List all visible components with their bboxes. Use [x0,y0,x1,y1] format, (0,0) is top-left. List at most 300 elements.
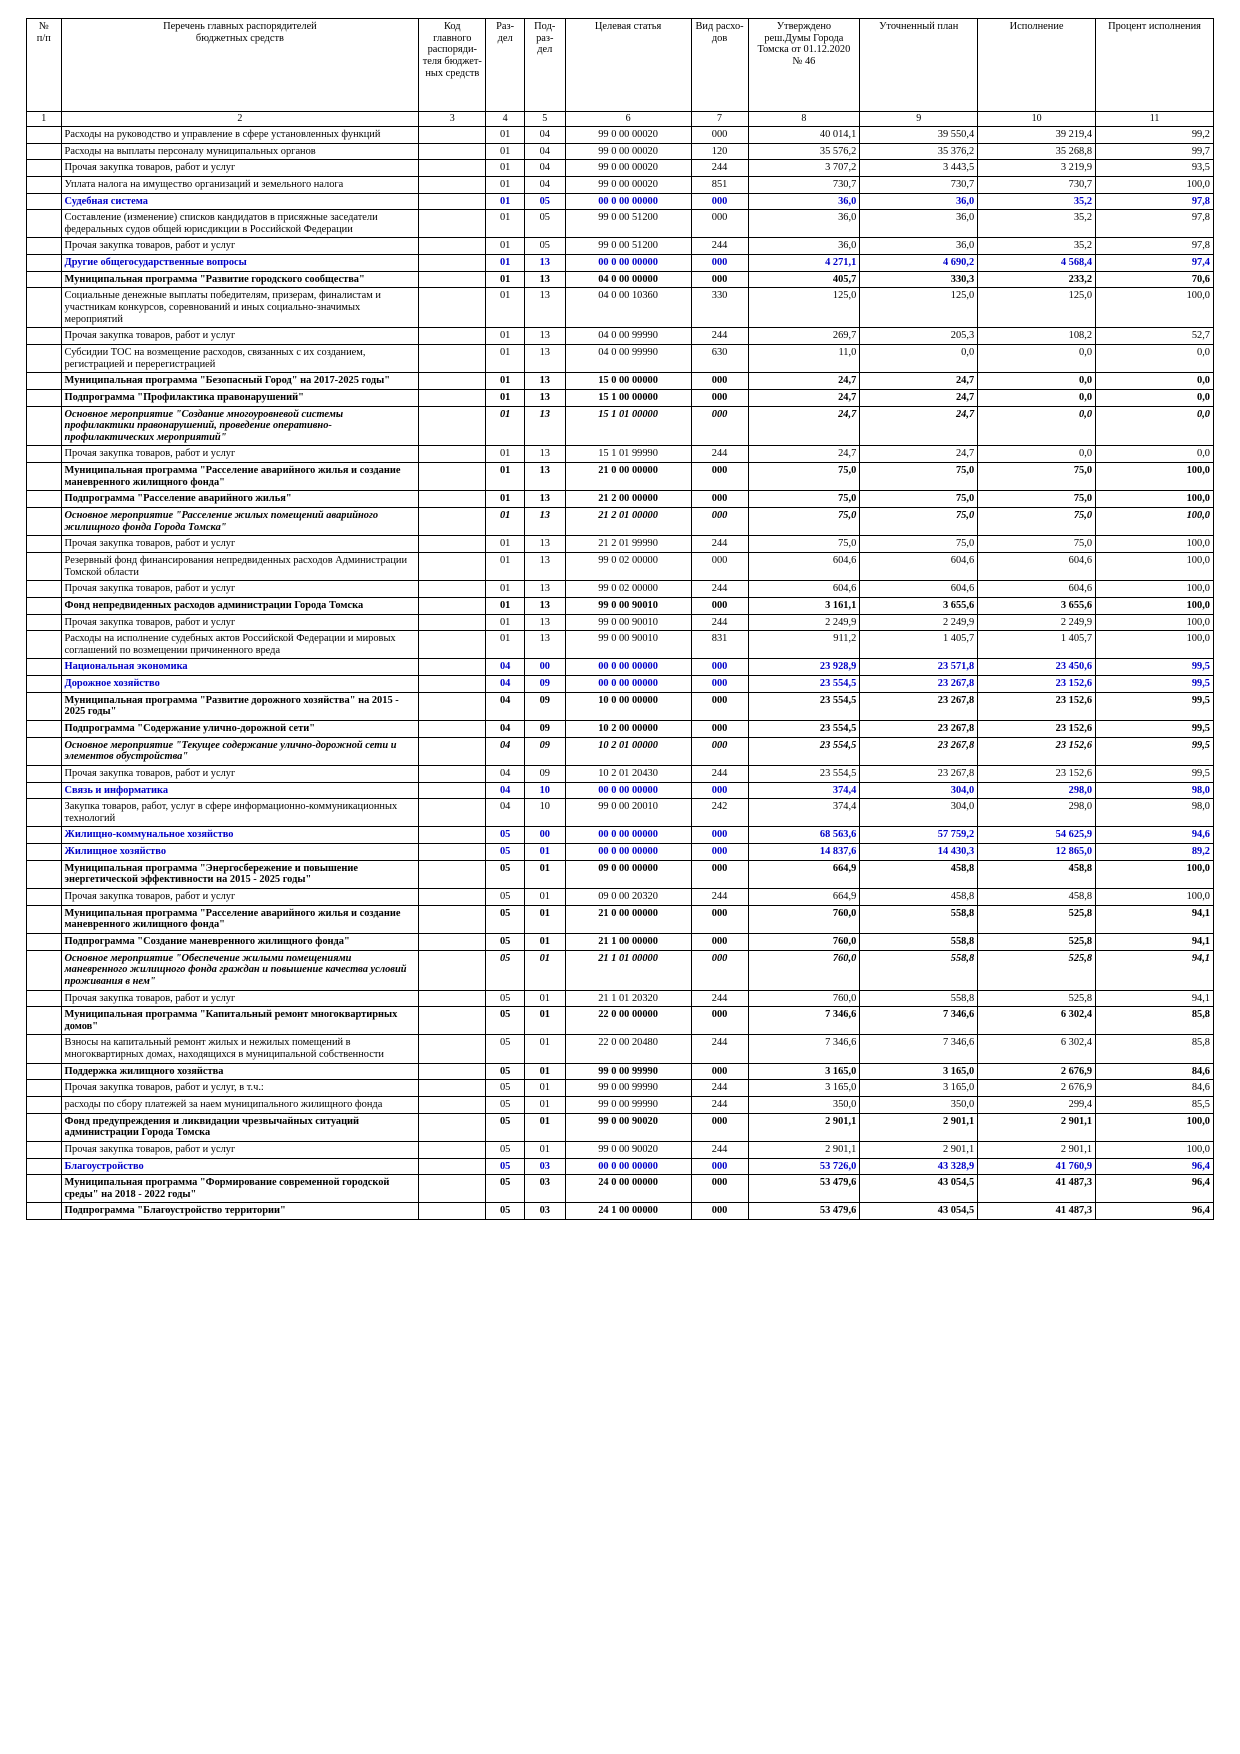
row-utochnennyi-plan: 75,0 [860,463,978,491]
header-razdel-line2: дел [497,32,513,44]
row-name: Уплата налога на имущество организаций и земельного налога [61,176,419,193]
row-razdel: 05 [486,1175,525,1203]
row-podrazdel: 13 [524,328,565,345]
row-name: Расходы на руководство и управление в сфере установленных функций [61,127,419,144]
row-celevaya-statya: 99 0 00 51200 [565,238,691,255]
row-code [419,1113,486,1141]
row-procent: 52,7 [1096,328,1214,345]
row-razdel: 01 [486,597,525,614]
row-code [419,491,486,508]
row-utochnennyi-plan: 57 759,2 [860,827,978,844]
row-name: Муниципальная программа "Безопасный Город" на 2017-2025 годы" [61,373,419,390]
row-ispolnenie: 125,0 [978,288,1096,328]
row-ispolnenie: 41 760,9 [978,1158,1096,1175]
row-celevaya-statya: 21 1 00 00000 [565,933,691,950]
table-row [27,950,1214,990]
row-celevaya-statya: 21 2 00 00000 [565,491,691,508]
row-vid-rashodov: 000 [691,844,748,861]
row-number [27,536,62,553]
row-razdel: 04 [486,737,525,765]
table-row [27,127,1214,144]
row-number [27,581,62,598]
row-code [419,614,486,631]
row-code [419,389,486,406]
row-code [419,288,486,328]
row-procent: 97,8 [1096,210,1214,238]
row-vid-rashodov: 000 [691,950,748,990]
row-ispolnenie: 35 268,8 [978,143,1096,160]
row-vid-rashodov: 244 [691,1080,748,1097]
row-number [27,176,62,193]
row-procent: 85,8 [1096,1007,1214,1035]
row-razdel: 01 [486,176,525,193]
row-utochnennyi-plan: 604,6 [860,581,978,598]
row-code [419,676,486,693]
row-celevaya-statya: 21 2 01 00000 [565,508,691,536]
table-row [27,389,1214,406]
row-celevaya-statya: 10 2 01 20430 [565,765,691,782]
row-vid-rashodov: 000 [691,1007,748,1035]
row-ispolnenie: 2 901,1 [978,1141,1096,1158]
row-vid-rashodov: 851 [691,176,748,193]
row-code [419,905,486,933]
row-podrazdel: 13 [524,344,565,372]
row-code [419,446,486,463]
row-podrazdel: 01 [524,905,565,933]
row-utverzhdeno: 664,9 [748,860,860,888]
row-podrazdel: 01 [524,1063,565,1080]
row-name: Социальные денежные выплаты победителям, призерам, финалистам и участникам конкурсов, соревнований и иных социально-значимых мероприятий [61,288,419,328]
row-procent: 100,0 [1096,597,1214,614]
row-podrazdel: 01 [524,950,565,990]
row-procent: 89,2 [1096,844,1214,861]
row-utochnennyi-plan: 24,7 [860,389,978,406]
row-code [419,799,486,827]
row-vid-rashodov: 000 [691,933,748,950]
row-ispolnenie: 75,0 [978,463,1096,491]
row-name: Поддержка жилищного хозяйства [61,1063,419,1080]
row-number [27,238,62,255]
table-row [27,1158,1214,1175]
row-name: Фонд непредвиденных расходов администрации Города Томска [61,597,419,614]
row-utverzhdeno: 40 014,1 [748,127,860,144]
row-podrazdel: 05 [524,238,565,255]
row-vid-rashodov: 000 [691,389,748,406]
row-number [27,692,62,720]
row-ispolnenie: 39 219,4 [978,127,1096,144]
row-utverzhdeno: 68 563,6 [748,827,860,844]
row-name: Основное мероприятие "Текущее содержание улично-дорожной сети и элементов обустройства" [61,737,419,765]
row-utochnennyi-plan: 125,0 [860,288,978,328]
row-name: Прочая закупка товаров, работ и услуг [61,328,419,345]
row-razdel: 01 [486,536,525,553]
row-razdel: 01 [486,446,525,463]
row-ispolnenie: 2 901,1 [978,1113,1096,1141]
row-celevaya-statya: 00 0 00 00000 [565,827,691,844]
row-code [419,536,486,553]
row-celevaya-statya: 00 0 00 00000 [565,659,691,676]
row-code [419,990,486,1007]
row-podrazdel: 01 [524,1097,565,1114]
row-ispolnenie: 23 152,6 [978,737,1096,765]
row-utverzhdeno: 36,0 [748,193,860,210]
row-razdel: 01 [486,463,525,491]
row-utverzhdeno: 3 165,0 [748,1080,860,1097]
row-procent: 85,5 [1096,1097,1214,1114]
row-ispolnenie: 0,0 [978,446,1096,463]
row-podrazdel: 13 [524,406,565,446]
row-ispolnenie: 23 152,6 [978,765,1096,782]
row-utochnennyi-plan: 23 267,8 [860,720,978,737]
row-vid-rashodov: 244 [691,536,748,553]
table-row [27,508,1214,536]
row-vid-rashodov: 000 [691,692,748,720]
row-number [27,1063,62,1080]
budget-table [26,18,1214,1220]
row-code [419,889,486,906]
row-code [419,176,486,193]
row-utverzhdeno: 405,7 [748,271,860,288]
row-podrazdel: 09 [524,692,565,720]
row-razdel: 05 [486,905,525,933]
row-name: Дорожное хозяйство [61,676,419,693]
row-utverzhdeno: 24,7 [748,406,860,446]
row-utochnennyi-plan: 3 443,5 [860,160,978,177]
row-code [419,328,486,345]
table-row [27,1203,1214,1220]
row-code [419,844,486,861]
row-razdel: 05 [486,889,525,906]
row-utochnennyi-plan: 3 655,6 [860,597,978,614]
row-celevaya-statya: 04 0 00 00000 [565,271,691,288]
row-ispolnenie: 1 405,7 [978,631,1096,659]
row-razdel: 01 [486,143,525,160]
row-procent: 100,0 [1096,463,1214,491]
row-utverzhdeno: 730,7 [748,176,860,193]
header-number-row [27,112,1214,127]
row-number [27,1113,62,1141]
row-name: Расходы на исполнение судебных актов Российской Федерации и мировых соглашений по возмещении причиненного вреда [61,631,419,659]
row-vid-rashodov: 244 [691,328,748,345]
row-razdel: 01 [486,614,525,631]
row-ispolnenie: 3 655,6 [978,597,1096,614]
header-utverzhdeno [748,19,860,112]
row-celevaya-statya: 00 0 00 00000 [565,676,691,693]
row-procent: 96,4 [1096,1175,1214,1203]
row-razdel: 05 [486,827,525,844]
row-utverzhdeno: 35 576,2 [748,143,860,160]
row-ispolnenie: 2 676,9 [978,1063,1096,1080]
table-row [27,990,1214,1007]
row-procent: 99,5 [1096,765,1214,782]
row-vid-rashodov: 000 [691,193,748,210]
row-celevaya-statya: 99 0 00 20010 [565,799,691,827]
row-utochnennyi-plan: 458,8 [860,860,978,888]
row-razdel: 01 [486,631,525,659]
row-vid-rashodov: 244 [691,765,748,782]
row-vid-rashodov: 244 [691,614,748,631]
header-code-line3: распоряди- [427,44,478,56]
row-name: Основное мероприятие "Создание многоуровневой системы профилактики правонарушений, проведение оперативно-профилактических мероприятий" [61,406,419,446]
table-row [27,271,1214,288]
row-utverzhdeno: 3 707,2 [748,160,860,177]
row-name: Подпрограмма "Расселение аварийного жилья" [61,491,419,508]
row-vid-rashodov: 000 [691,720,748,737]
row-ispolnenie: 54 625,9 [978,827,1096,844]
row-number [27,389,62,406]
table-row [27,1035,1214,1063]
row-name: Жилищное хозяйство [61,844,419,861]
row-procent: 96,4 [1096,1203,1214,1220]
header-podrazdel [524,19,565,112]
table-row [27,933,1214,950]
row-ispolnenie: 604,6 [978,581,1096,598]
row-celevaya-statya: 22 0 00 00000 [565,1007,691,1035]
row-number [27,765,62,782]
row-vid-rashodov: 000 [691,827,748,844]
table-row [27,765,1214,782]
header-rownum-line2: п/п [36,32,51,44]
row-procent: 100,0 [1096,536,1214,553]
row-code [419,271,486,288]
row-procent: 85,8 [1096,1035,1214,1063]
row-code [419,1158,486,1175]
row-ispolnenie: 730,7 [978,176,1096,193]
row-code [419,597,486,614]
row-number [27,1080,62,1097]
row-podrazdel: 01 [524,1007,565,1035]
row-utverzhdeno: 14 837,6 [748,844,860,861]
row-podrazdel: 13 [524,446,565,463]
row-razdel: 01 [486,271,525,288]
row-vid-rashodov: 244 [691,889,748,906]
row-name: Расходы на выплаты персоналу муниципальных органов [61,143,419,160]
row-ispolnenie: 458,8 [978,860,1096,888]
row-ispolnenie: 6 302,4 [978,1035,1096,1063]
header-podrazdel-line3: дел [537,44,553,56]
row-number [27,373,62,390]
row-utochnennyi-plan: 1 405,7 [860,631,978,659]
header-name-line2: бюджетных средств [195,32,284,44]
row-procent: 96,4 [1096,1158,1214,1175]
row-razdel: 05 [486,933,525,950]
row-procent: 94,1 [1096,950,1214,990]
row-ispolnenie: 108,2 [978,328,1096,345]
row-ispolnenie: 6 302,4 [978,1007,1096,1035]
row-ispolnenie: 41 487,3 [978,1175,1096,1203]
row-celevaya-statya: 99 0 00 99990 [565,1080,691,1097]
row-number [27,827,62,844]
row-utverzhdeno: 374,4 [748,799,860,827]
row-vid-rashodov: 000 [691,905,748,933]
table-row [27,905,1214,933]
row-number [27,255,62,272]
row-utochnennyi-plan: 75,0 [860,491,978,508]
row-code [419,406,486,446]
row-utverzhdeno: 760,0 [748,905,860,933]
table-row [27,463,1214,491]
row-name: Закупка товаров, работ, услуг в сфере информационно-коммуникационных технологий [61,799,419,827]
row-celevaya-statya: 21 1 01 00000 [565,950,691,990]
row-utverzhdeno: 75,0 [748,536,860,553]
row-utverzhdeno: 7 346,6 [748,1035,860,1063]
row-utverzhdeno: 24,7 [748,373,860,390]
row-utochnennyi-plan: 7 346,6 [860,1007,978,1035]
row-utverzhdeno: 125,0 [748,288,860,328]
row-razdel: 01 [486,193,525,210]
row-utverzhdeno: 53 479,6 [748,1175,860,1203]
header-utv-line3: Томска от 01.12.2020 [757,44,851,56]
row-ispolnenie: 0,0 [978,373,1096,390]
row-utochnennyi-plan: 75,0 [860,508,978,536]
row-razdel: 01 [486,255,525,272]
row-celevaya-statya: 99 0 00 00020 [565,160,691,177]
row-utverzhdeno: 7 346,6 [748,1007,860,1035]
row-vid-rashodov: 244 [691,990,748,1007]
row-procent: 84,6 [1096,1063,1214,1080]
row-vid-rashodov: 244 [691,446,748,463]
row-celevaya-statya: 99 0 00 00020 [565,176,691,193]
row-utochnennyi-plan: 3 165,0 [860,1080,978,1097]
row-ispolnenie: 2 676,9 [978,1080,1096,1097]
row-code [419,160,486,177]
table-row [27,631,1214,659]
row-procent: 97,8 [1096,193,1214,210]
row-name: Резервный фонд финансирования непредвиденных расходов Администрации Томской области [61,552,419,580]
row-podrazdel: 13 [524,536,565,553]
row-celevaya-statya: 15 1 00 00000 [565,389,691,406]
row-celevaya-statya: 00 0 00 00000 [565,255,691,272]
row-ispolnenie: 3 219,9 [978,160,1096,177]
row-utverzhdeno: 2 249,9 [748,614,860,631]
row-razdel: 05 [486,1080,525,1097]
row-number [27,905,62,933]
row-utochnennyi-plan: 3 165,0 [860,1063,978,1080]
row-vid-rashodov: 244 [691,1141,748,1158]
row-utverzhdeno: 23 554,5 [748,692,860,720]
row-razdel: 05 [486,1097,525,1114]
row-celevaya-statya: 04 0 00 99990 [565,328,691,345]
row-vid-rashodov: 244 [691,581,748,598]
row-name: Основное мероприятие "Обеспечение жилыми помещениями маневренного жилищного фонда граждан и повышение качества условий проживания в нем" [61,950,419,990]
row-utverzhdeno: 75,0 [748,463,860,491]
table-row [27,597,1214,614]
row-celevaya-statya: 99 0 00 00020 [565,127,691,144]
row-vid-rashodov: 000 [691,406,748,446]
row-podrazdel: 13 [524,581,565,598]
row-ispolnenie: 525,8 [978,950,1096,990]
row-podrazdel: 13 [524,631,565,659]
row-number [27,160,62,177]
row-code [419,143,486,160]
row-number [27,193,62,210]
row-celevaya-statya: 09 0 00 20320 [565,889,691,906]
row-razdel: 05 [486,860,525,888]
row-razdel: 01 [486,238,525,255]
row-celevaya-statya: 09 0 00 00000 [565,860,691,888]
row-code [419,1007,486,1035]
row-name: Прочая закупка товаров, работ и услуг [61,238,419,255]
row-code [419,950,486,990]
row-utochnennyi-plan: 330,3 [860,271,978,288]
row-celevaya-statya: 21 0 00 00000 [565,463,691,491]
row-procent: 99,2 [1096,127,1214,144]
row-utverzhdeno: 604,6 [748,581,860,598]
row-podrazdel: 00 [524,827,565,844]
header-razdel-line1: Раз- [496,21,515,32]
row-number [27,143,62,160]
row-celevaya-statya: 24 0 00 00000 [565,1175,691,1203]
row-vid-rashodov: 000 [691,271,748,288]
row-podrazdel: 10 [524,799,565,827]
row-utverzhdeno: 23 928,9 [748,659,860,676]
row-code [419,1063,486,1080]
row-podrazdel: 13 [524,552,565,580]
row-vid-rashodov: 831 [691,631,748,659]
row-podrazdel: 05 [524,193,565,210]
row-procent: 0,0 [1096,389,1214,406]
row-utverzhdeno: 664,9 [748,889,860,906]
row-vid-rashodov: 000 [691,1158,748,1175]
row-number [27,406,62,446]
row-number [27,210,62,238]
row-number [27,889,62,906]
colnum-4: 4 [486,112,525,127]
row-utochnennyi-plan: 23 267,8 [860,737,978,765]
row-podrazdel: 13 [524,288,565,328]
row-ispolnenie: 298,0 [978,799,1096,827]
header-utv-line1: Утверждено [776,21,832,32]
row-number [27,720,62,737]
row-podrazdel: 00 [524,659,565,676]
row-razdel: 01 [486,552,525,580]
row-name: Подпрограмма "Содержание улично-дорожной сети" [61,720,419,737]
table-row [27,143,1214,160]
row-utverzhdeno: 4 271,1 [748,255,860,272]
row-ispolnenie: 35,2 [978,193,1096,210]
table-row [27,692,1214,720]
colnum-2: 2 [61,112,419,127]
row-ispolnenie: 35,2 [978,210,1096,238]
row-procent: 100,0 [1096,508,1214,536]
row-utverzhdeno: 23 554,5 [748,765,860,782]
row-celevaya-statya: 99 0 02 00000 [565,581,691,598]
row-utochnennyi-plan: 0,0 [860,344,978,372]
row-vid-rashodov: 000 [691,463,748,491]
table-row [27,446,1214,463]
row-number [27,344,62,372]
row-podrazdel: 04 [524,127,565,144]
row-utochnennyi-plan: 39 550,4 [860,127,978,144]
row-code [419,1203,486,1220]
row-utochnennyi-plan: 2 249,9 [860,614,978,631]
row-razdel: 05 [486,950,525,990]
row-razdel: 01 [486,210,525,238]
row-name: Субсидии ТОС на возмещение расходов, связанных с их созданием, регистрацией и перерегистрацией [61,344,419,372]
row-celevaya-statya: 99 0 00 99990 [565,1097,691,1114]
row-number [27,676,62,693]
row-number [27,328,62,345]
row-celevaya-statya: 21 0 00 00000 [565,905,691,933]
row-utochnennyi-plan: 24,7 [860,373,978,390]
row-utochnennyi-plan: 36,0 [860,193,978,210]
row-procent: 99,5 [1096,676,1214,693]
header-procent-ispolneniya: Процент исполнения [1096,19,1214,112]
row-vid-rashodov: 000 [691,1113,748,1141]
row-razdel: 05 [486,1158,525,1175]
row-number [27,990,62,1007]
row-name: Муниципальная программа "Расселение аварийного жилья и создание маневренного жилищного фонда" [61,463,419,491]
